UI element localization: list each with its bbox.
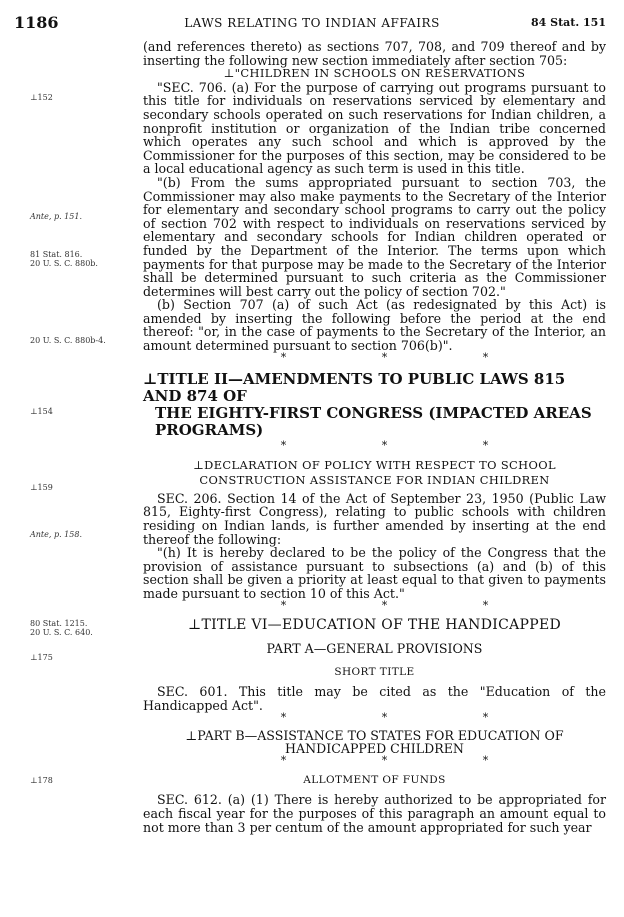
star: * [381, 350, 388, 364]
margin-note-line: 80 Stat. 1215. [30, 619, 88, 628]
margin-note-line: 20 U. S. C. 640. [30, 628, 93, 637]
heading-allotment: ALLOTMENT OF FUNDS [303, 773, 446, 786]
paragraph-sec-206h: "(h) It is hereby declared to be the policy of the Congress that the provision of assistance pursuant to subsections (a) and (b) of this section shall be given a priority at least equal to that given to payments made pursuant to section 10 of this Act." [143, 545, 606, 601]
margin-note-ante-151: Ante, p. 151. [30, 212, 82, 221]
margin-note-line: 20 U. S. C. 880b. [30, 259, 98, 268]
star: * [482, 753, 489, 767]
paragraph-sec-707: (b) Section 707 (a) of such Act (as redesignated by this Act) is amended by inserting the following before the period at the end thereof: "or, in the case of payments to the Secretary of the Interior, an amount determined pursuant to section 706(b)". [143, 297, 606, 354]
margin-note-880b-4: 20 U. S. C. 880b-4. [30, 336, 106, 345]
star: * [381, 753, 388, 767]
star: * [482, 710, 489, 724]
star: * [381, 438, 388, 452]
star: * [381, 710, 388, 724]
paragraph-sec-706a: "SEC. 706. (a) For the purpose of carrying out programs pursuant to this title for individuals on reservations serviced by elementary and secondary schools operated on such reservations for Indian children, a nonprofit institution or organization of the Indian tribe concerned which operates any such school and which is approved by the Commissioner for the purposes of this section, may be considered to be a local educational agency as such term is used in this title. [143, 79, 606, 177]
paragraph-intro: (and references thereto) as sections 707, 708, and 709 thereof and by inserting the following new section immediately after section 705: [143, 39, 606, 68]
page-body [143, 40, 606, 834]
margin-note-80-stat [30, 619, 93, 637]
section-break-stars [143, 710, 606, 725]
heading-part-b-line2: HANDICAPPED CHILDREN [285, 741, 464, 757]
heading-title-ii-rest: THE EIGHTY-FIRST CONGRESS (IMPACTED AREAS PROGRAMS) [155, 403, 592, 439]
paragraph-sec-612: SEC. 612. (a) (1) There is hereby authorized to be appropriated for each fiscal year for the purposes of this paragraph an amount equal to not more than 3 per centum of the amount appropriated for such year [143, 792, 606, 835]
margin-note-81-stat [30, 250, 98, 268]
page-header [0, 13, 624, 33]
section-break-stars [143, 350, 606, 365]
section-break-stars [143, 598, 606, 613]
margin-note-ante-158: Ante, p. 158. [30, 530, 82, 539]
star: * [482, 438, 489, 452]
paragraph-sec-601: SEC. 601. This title may be cited as the "Education of the Handicapped Act". [143, 684, 606, 713]
star: * [280, 438, 287, 452]
star: * [381, 598, 388, 612]
heading-declaration-line2: CONSTRUCTION ASSISTANCE FOR INDIAN CHILDREN [199, 473, 550, 488]
heading-part-a: PART A—GENERAL PROVISIONS [266, 641, 483, 657]
heading-part-b-line1: ⊥PART B—ASSISTANCE TO STATES FOR EDUCATION OF [185, 727, 564, 743]
heading-title-ii-line1: ⊥TITLE II—AMENDMENTS TO PUBLIC LAWS 815 AND 874 OF [143, 369, 566, 405]
star: * [280, 350, 287, 364]
heading-title-ii [143, 371, 606, 439]
heading-children-schools: ⊥"CHILDREN IN SCHOOLS ON RESERVATIONS [223, 66, 526, 81]
margin-note-178: ⊥178 [30, 776, 53, 785]
running-title: LAWS RELATING TO INDIAN AFFAIRS [184, 16, 440, 30]
margin-note-line: 81 Stat. 816. [30, 250, 83, 259]
star: * [482, 350, 489, 364]
heading-short-title: SHORT TITLE [334, 665, 415, 678]
margin-note-175: ⊥175 [30, 653, 53, 662]
section-break-stars [143, 438, 606, 453]
star: * [280, 753, 287, 767]
margin-note-154: ⊥154 [30, 407, 53, 416]
star: * [280, 710, 287, 724]
section-break-stars [143, 753, 606, 768]
page-number: 1186 [14, 13, 59, 32]
star: * [280, 598, 287, 612]
star: * [482, 598, 489, 612]
heading-declaration-line1: ⊥DECLARATION OF POLICY WITH RESPECT TO SCHOOL [193, 457, 556, 472]
margin-note-159: ⊥159 [30, 483, 53, 492]
stat-citation: 84 Stat. 151 [531, 16, 606, 29]
paragraph-sec-206: SEC. 206. Section 14 of the Act of September 23, 1950 (Public Law 815, Eighty-first Congress), relating to public schools with children residing on Indian lands, is further amended by inserting at the end thereof the following: [143, 490, 606, 547]
margin-note-152: ⊥152 [30, 93, 53, 102]
heading-title-vi: ⊥TITLE VI—EDUCATION OF THE HANDICAPPED [187, 616, 561, 633]
paragraph-sec-706b: "(b) From the sums appropriated pursuant to section 703, the Commissioner may also make payments to the Secretary of the Interior for elementary and secondary school programs to carry out the policy of section 702 with respect to individuals on reservations serviced by elementary and secondary schools for Indian children operated or funded by the Department of the Interior. The terms upon which payments for that purpose may be made to the Secretary of the Interior shall be determined pursuant to such criteria as the Commissioner determines will best carry out the policy of section 702." [143, 174, 606, 299]
